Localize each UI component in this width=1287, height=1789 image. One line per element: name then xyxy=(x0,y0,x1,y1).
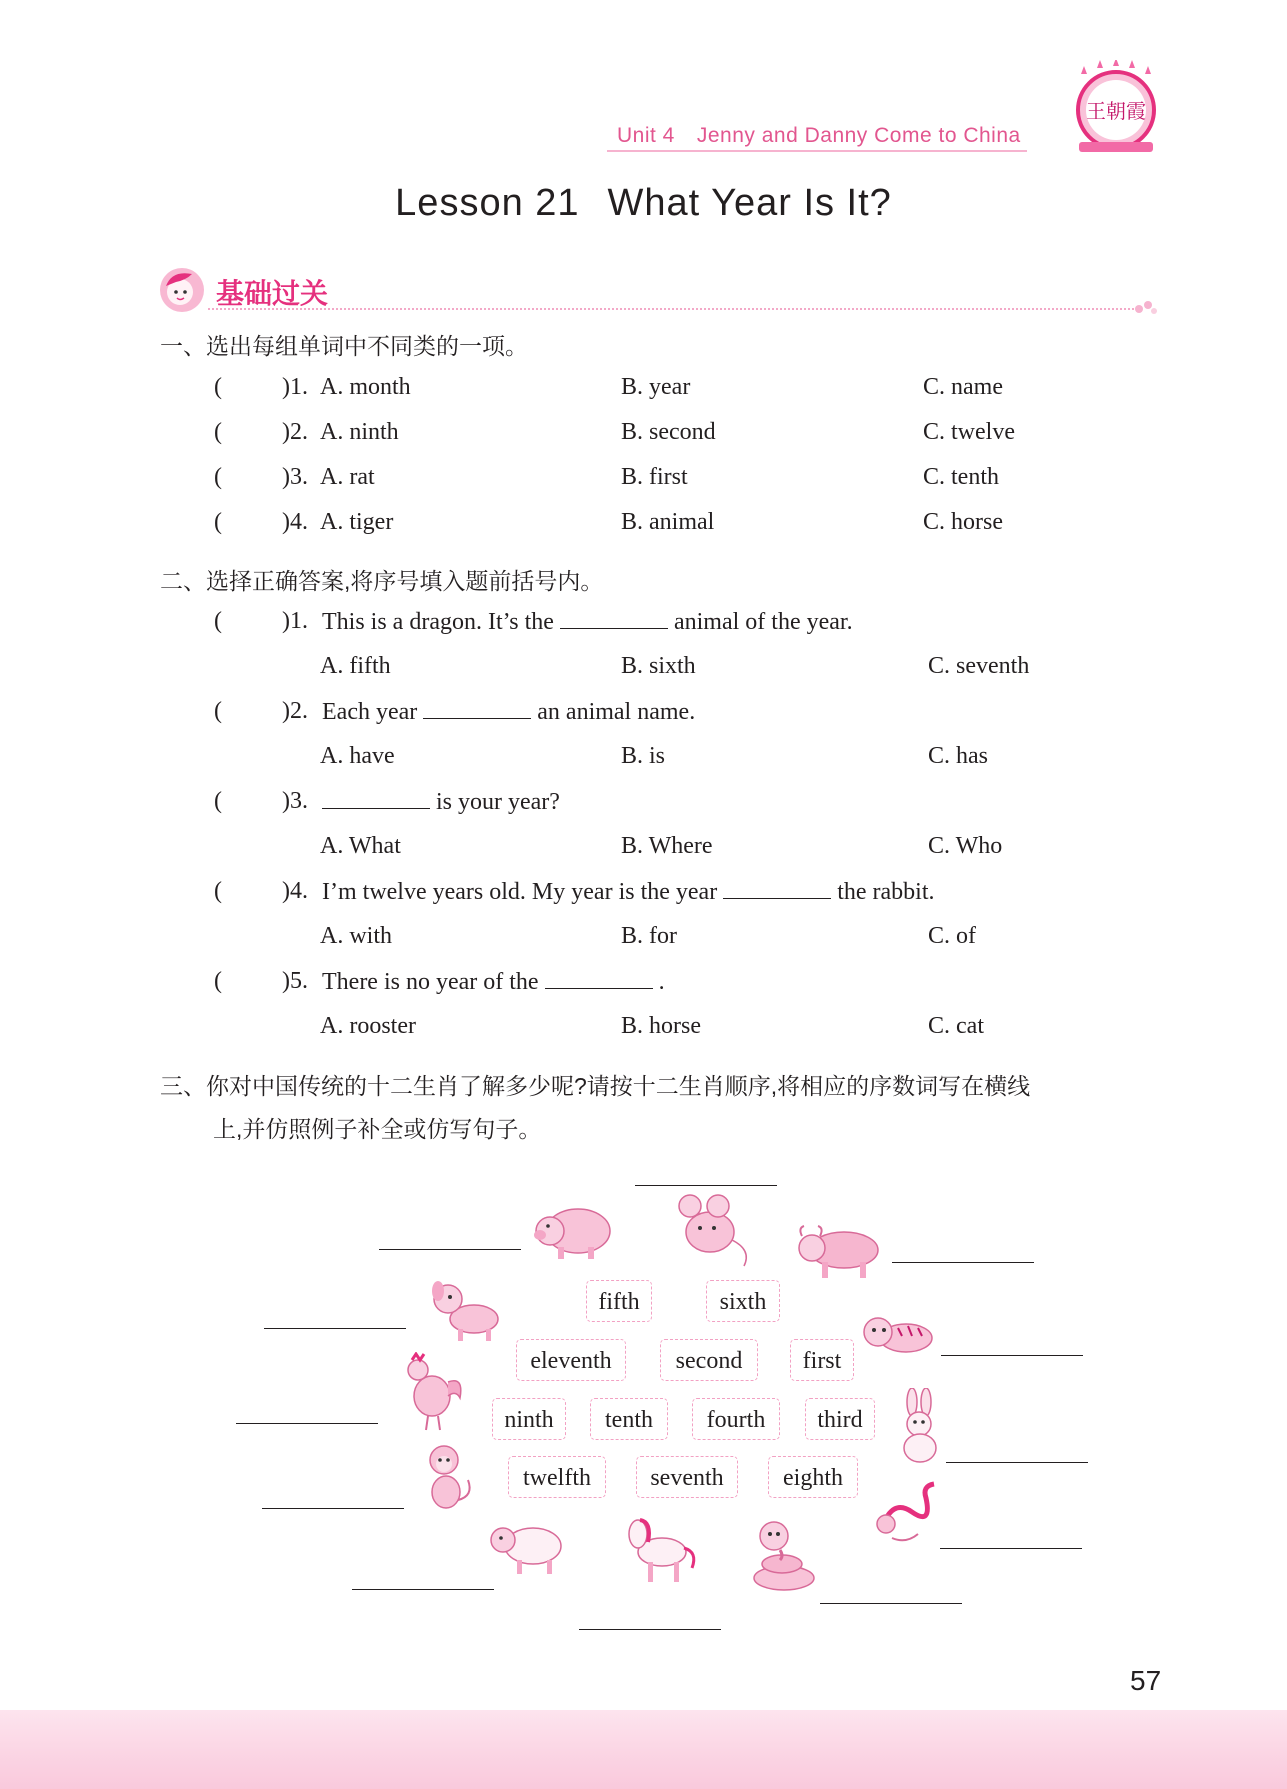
option-a: A. with xyxy=(320,923,392,949)
item-number: )5. xyxy=(282,968,308,994)
item-number: )4. xyxy=(282,509,308,535)
section-divider xyxy=(208,308,1138,310)
ox-icon xyxy=(792,1218,888,1289)
option-a: A. What xyxy=(320,833,401,859)
option-c: C. tenth xyxy=(923,464,999,490)
option-c: C. twelve xyxy=(923,419,1015,445)
option-c: C. of xyxy=(928,923,976,949)
question-post: . xyxy=(658,969,665,995)
word-box: eighth xyxy=(768,1456,858,1498)
lesson-number: Lesson 21 xyxy=(395,182,580,224)
item-number: )1. xyxy=(282,374,308,400)
header-rule xyxy=(607,150,1027,152)
item-number: )3. xyxy=(282,788,308,814)
option-c: C. horse xyxy=(923,509,1003,535)
dots-ornament-icon xyxy=(1134,297,1158,317)
publisher-logo xyxy=(1071,60,1161,156)
option-c: C. seventh xyxy=(928,653,1030,679)
question-pre: There is no year of the xyxy=(322,969,539,995)
question-text xyxy=(322,968,665,996)
question-text xyxy=(322,698,695,726)
rat-icon xyxy=(670,1190,760,1275)
word-box: seventh xyxy=(636,1456,738,1498)
answer-line[interactable] xyxy=(892,1262,1034,1263)
option-c: C. has xyxy=(928,743,988,769)
rabbit-icon xyxy=(890,1388,950,1469)
part1-heading: 一、选出每组单词中不同类的一项。 xyxy=(160,333,528,359)
question-post: animal of the year. xyxy=(673,609,853,635)
answer-paren-left[interactable]: ( xyxy=(214,788,222,814)
option-b: B. Where xyxy=(621,833,713,859)
word-box: sixth xyxy=(706,1280,780,1322)
option-a: A. ninth xyxy=(320,419,399,445)
word-box: ninth xyxy=(492,1398,566,1440)
question-pre: Each year xyxy=(322,699,418,725)
word-box: fifth xyxy=(586,1280,652,1322)
answer-blank[interactable] xyxy=(322,788,430,809)
answer-paren-left[interactable]: ( xyxy=(214,878,222,904)
answer-line[interactable] xyxy=(940,1548,1082,1549)
option-a: A. rooster xyxy=(320,1013,416,1039)
question-text xyxy=(322,608,853,636)
answer-blank[interactable] xyxy=(723,878,831,899)
answer-paren-left[interactable]: ( xyxy=(214,374,222,400)
word-box: twelfth xyxy=(508,1456,606,1498)
answer-line[interactable] xyxy=(262,1508,404,1509)
word-box: first xyxy=(790,1339,854,1381)
option-b: B. year xyxy=(621,374,691,400)
answer-paren-left[interactable]: ( xyxy=(214,509,222,535)
monkey-icon xyxy=(418,1440,478,1521)
unit-header xyxy=(617,124,1043,148)
girl-icon xyxy=(158,266,206,314)
part3-heading-line1: 三、你对中国传统的十二生肖了解多少呢?请按十二生肖顺序,将相应的序数词写在横线 xyxy=(160,1073,1031,1099)
answer-line[interactable] xyxy=(379,1249,521,1250)
answer-line[interactable] xyxy=(946,1462,1088,1463)
answer-line[interactable] xyxy=(352,1589,494,1590)
lesson-name: What Year Is It? xyxy=(607,182,892,224)
question-text xyxy=(322,878,935,906)
answer-blank[interactable] xyxy=(545,968,653,989)
option-c: C. cat xyxy=(928,1013,984,1039)
option-c: C. name xyxy=(923,374,1003,400)
option-a: A. month xyxy=(320,374,411,400)
word-box: fourth xyxy=(692,1398,780,1440)
item-number: )3. xyxy=(282,464,308,490)
answer-line[interactable] xyxy=(579,1629,721,1630)
option-b: B. first xyxy=(621,464,688,490)
sheep-icon xyxy=(485,1512,569,1585)
question-text xyxy=(316,788,560,816)
item-number: )2. xyxy=(282,698,308,724)
answer-paren-left[interactable]: ( xyxy=(214,968,222,994)
answer-line[interactable] xyxy=(635,1185,777,1186)
answer-line[interactable] xyxy=(820,1603,962,1604)
option-b: B. is xyxy=(621,743,666,769)
snake-icon xyxy=(744,1518,824,1599)
word-box: second xyxy=(660,1339,758,1381)
part3-heading-line2: 上,并仿照例子补全或仿写句子。 xyxy=(213,1116,542,1142)
option-b: B. animal xyxy=(621,509,715,535)
option-b: B. sixth xyxy=(621,653,696,679)
footer-band xyxy=(0,1710,1287,1789)
section-title: 基础过关 xyxy=(216,278,329,309)
answer-blank[interactable] xyxy=(560,608,668,629)
option-b: B. for xyxy=(621,923,677,949)
item-number: )2. xyxy=(282,419,308,445)
answer-line[interactable] xyxy=(941,1355,1083,1356)
item-number: )1. xyxy=(282,608,308,634)
word-box: eleventh xyxy=(516,1339,626,1381)
answer-line[interactable] xyxy=(264,1328,406,1329)
tiger-icon xyxy=(858,1304,942,1373)
answer-paren-left[interactable]: ( xyxy=(214,464,222,490)
question-pre: This is a dragon. It’s the xyxy=(322,609,554,635)
unit-title: Jenny and Danny Come to China xyxy=(696,124,1021,147)
option-b: B. second xyxy=(621,419,716,445)
answer-line[interactable] xyxy=(236,1423,378,1424)
option-c: C. Who xyxy=(928,833,1003,859)
word-box: third xyxy=(805,1398,875,1440)
page-number: 57 xyxy=(1130,1665,1162,1696)
answer-paren-left[interactable]: ( xyxy=(214,419,222,445)
option-a: A. fifth xyxy=(320,653,391,679)
word-box: tenth xyxy=(590,1398,668,1440)
question-post: is your year? xyxy=(436,789,560,815)
pig-icon xyxy=(528,1195,618,1270)
question-post: an animal name. xyxy=(537,699,696,725)
option-b: B. horse xyxy=(621,1013,701,1039)
horse-icon xyxy=(618,1512,702,1593)
question-post: the rabbit. xyxy=(837,879,935,905)
question-pre: I’m twelve years old. My year is the year xyxy=(322,879,718,905)
option-a: A. tiger xyxy=(320,509,394,535)
option-a: A. rat xyxy=(320,464,375,490)
item-number: )4. xyxy=(282,878,308,904)
lesson-title xyxy=(0,182,1287,225)
logo-text: 王朝霞 xyxy=(1086,99,1146,123)
rooster-icon xyxy=(398,1352,468,1437)
dog-icon xyxy=(426,1275,510,1350)
part2-heading: 二、选择正确答案,将序号填入题前括号内。 xyxy=(160,568,604,594)
answer-blank[interactable] xyxy=(423,698,531,719)
answer-paren-left[interactable]: ( xyxy=(214,698,222,724)
dragon-icon xyxy=(872,1478,942,1553)
unit-label: Unit 4 xyxy=(617,124,675,147)
option-a: A. have xyxy=(320,743,395,769)
answer-paren-left[interactable]: ( xyxy=(214,608,222,634)
